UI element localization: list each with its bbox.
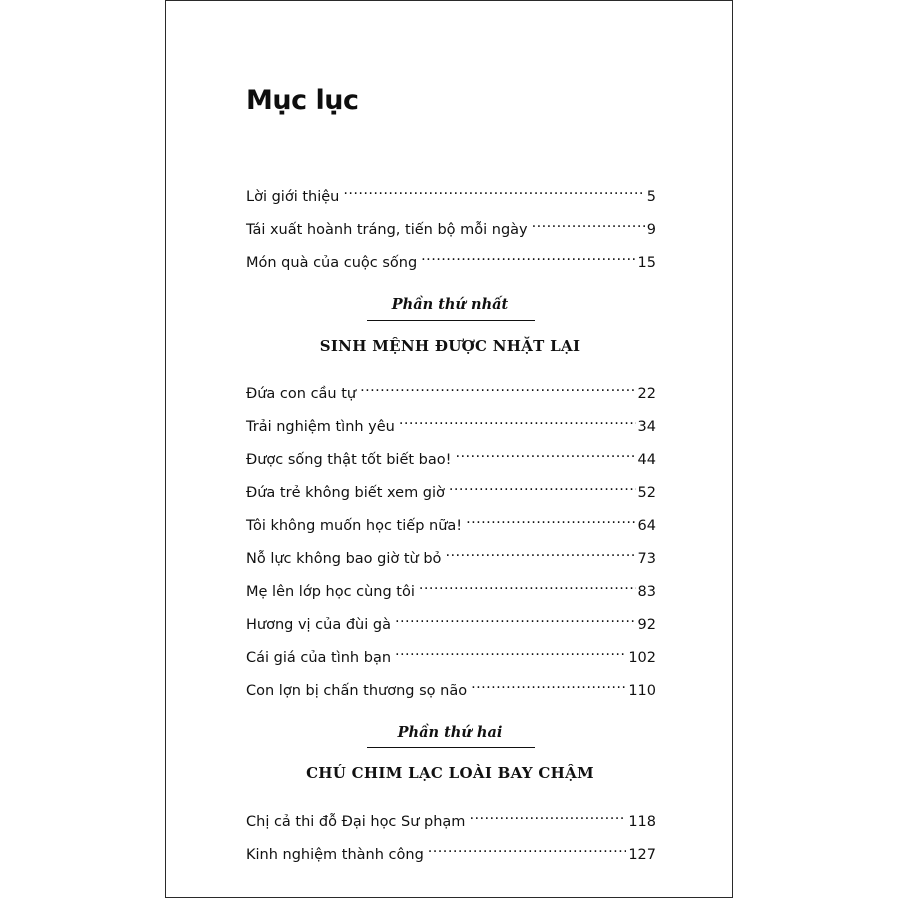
toc-entry-label: Lời giới thiệu: [246, 189, 340, 205]
toc-entry: [246, 673, 656, 699]
toc-entry-label: Kinh nghiệm thành công: [246, 847, 424, 863]
dot-leader: [399, 409, 636, 431]
toc-entry-page: 73: [637, 551, 656, 567]
dot-leader: [532, 212, 645, 234]
toc-entry: [246, 804, 656, 830]
dot-leader: [419, 574, 636, 596]
toc-entry: [246, 837, 656, 863]
dot-leader: [428, 837, 627, 859]
toc-entry-page: 44: [637, 452, 656, 468]
part-label: Phần thứ hai: [397, 724, 503, 741]
dot-leader: [360, 376, 635, 398]
toc-entry: [246, 376, 656, 402]
toc-entry: [246, 245, 656, 271]
section-title: CHÚ CHIM LẠC LOÀI BAY CHẬM: [306, 764, 594, 782]
toc-entry-page: 127: [628, 847, 656, 863]
toc-entry-page: 92: [637, 617, 656, 633]
toc-entry-page: 110: [628, 683, 656, 699]
toc-entry-label: Hương vị của đùi gà: [246, 617, 391, 633]
toc-entry: [246, 179, 656, 205]
toc-entry: [246, 574, 656, 600]
dot-leader: [421, 245, 635, 267]
toc-entry-page: 64: [637, 518, 656, 534]
toc-entry-page: 52: [637, 485, 656, 501]
toc-entry-page: 22: [637, 386, 656, 402]
toc-entry-label: Được sống thật tốt biết bao!: [246, 452, 452, 468]
dot-leader: [395, 640, 626, 662]
toc-entry: [246, 607, 656, 633]
toc-entry-page: 118: [628, 814, 656, 830]
toc-entry-label: Chị cả thi đỗ Đại học Sư phạm: [246, 814, 466, 830]
dot-leader: [449, 475, 636, 497]
toc-entry-label: Món quà của cuộc sống: [246, 255, 418, 271]
part-underline: [367, 320, 535, 321]
dot-leader: [469, 804, 626, 826]
toc-entry-label: Nỗ lực không bao giờ từ bỏ: [246, 551, 442, 567]
toc-entry-page: 5: [646, 189, 656, 205]
toc-entry-page: 102: [628, 650, 656, 666]
toc-entry: [246, 541, 656, 567]
dot-leader: [455, 442, 635, 464]
toc-entry: [246, 212, 656, 238]
toc-entry-page: 34: [637, 419, 656, 435]
toc-entry-label: Đứa con cầu tự: [246, 386, 357, 402]
toc-entry-label: Con lợn bị chấn thương sọ não: [246, 683, 468, 699]
toc-entry: [246, 508, 656, 534]
dot-leader: [395, 607, 636, 629]
toc-entry: [246, 640, 656, 666]
toc-entry-page: 83: [637, 584, 656, 600]
part-label: Phần thứ nhất: [391, 296, 509, 313]
dot-leader: [343, 179, 644, 201]
toc-entry: [246, 442, 656, 468]
toc-entry-label: Tôi không muốn học tiếp nữa!: [246, 518, 463, 534]
dot-leader: [466, 508, 635, 530]
toc-title: Mục lục: [246, 85, 359, 116]
toc-entry-page: 9: [646, 222, 656, 238]
toc-entry-label: Mẹ lên lớp học cùng tôi: [246, 584, 415, 600]
part-underline: [367, 747, 535, 748]
toc-entry-page: 15: [637, 255, 656, 271]
dot-leader: [471, 673, 626, 695]
toc-entry-label: Cái giá của tình bạn: [246, 650, 392, 666]
dot-leader: [445, 541, 635, 563]
toc-entry-label: Đứa trẻ không biết xem giờ: [246, 485, 445, 501]
section-title: SINH MỆNH ĐƯỢC NHẶT LẠI: [319, 337, 581, 355]
toc-entry: [246, 475, 656, 501]
book-page: [165, 0, 733, 898]
toc-entry: [246, 409, 656, 435]
toc-entry-label: Trải nghiệm tình yêu: [246, 419, 395, 435]
toc-entry-label: Tái xuất hoành tráng, tiến bộ mỗi ngày: [246, 222, 528, 238]
